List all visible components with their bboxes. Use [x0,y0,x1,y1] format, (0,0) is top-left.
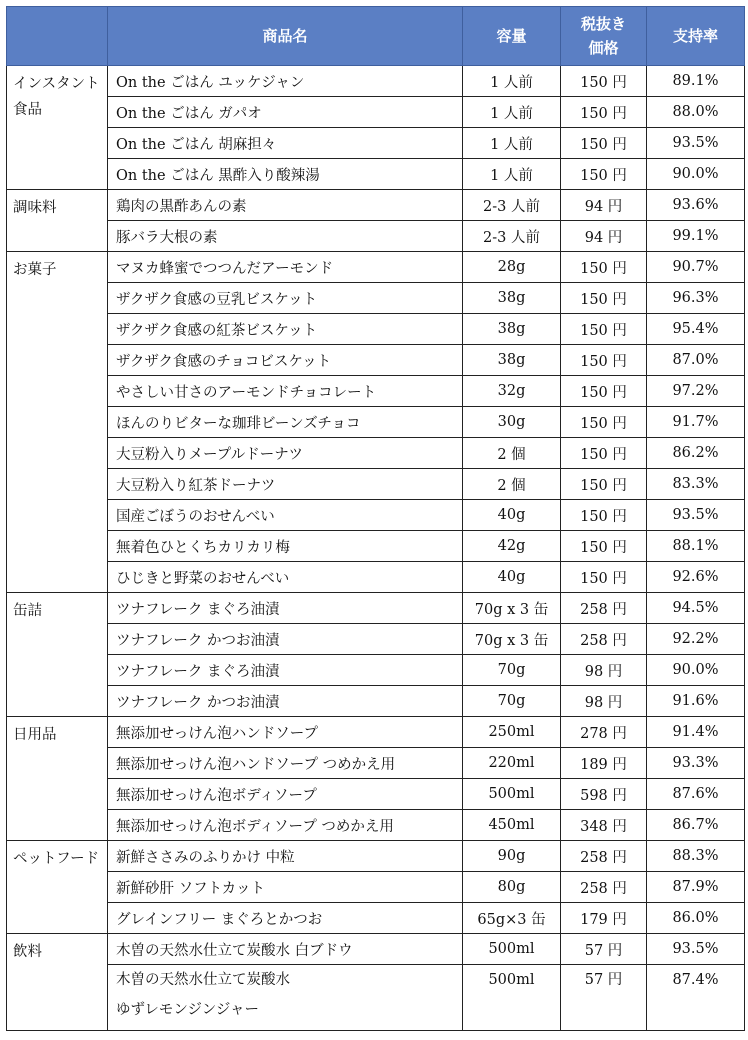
support-rate-cell: 86.0% [647,903,745,934]
table-row [7,531,745,562]
support-rate-cell: 89.1% [647,66,745,97]
support-rate-cell: 86.2% [647,438,745,469]
support-rate-cell: 90.0% [647,655,745,686]
table-row [7,314,745,345]
price-cell: 150 円 [561,407,647,438]
price-cell: 150 円 [561,531,647,562]
volume-cell: 38g [463,283,561,314]
volume-cell: 70g x 3 缶 [463,593,561,624]
price-cell: 278 円 [561,717,647,748]
product-table [6,6,745,1031]
table-row [7,97,745,128]
header-price-line1: 税抜き [580,15,626,33]
support-rate-cell: 93.5% [647,934,745,965]
product-name-line2: ゆずレモンジンジャー [116,1002,260,1018]
table-row [7,66,745,97]
volume-cell: 500ml [463,934,561,965]
product-name-cell: 無添加せっけん泡ハンドソープ つめかえ用 [108,748,463,779]
table-row [7,717,745,748]
product-name-line1: 木曽の天然水仕立て炭酸水 [116,972,290,988]
support-rate-cell: 95.4% [647,314,745,345]
table-row [7,500,745,531]
table-row [7,655,745,686]
volume-cell: 32g [463,376,561,407]
product-name-cell: ほんのりビターな珈琲ビーンズチョコ [108,407,463,438]
product-name-cell: On the ごはん ガパオ [108,97,463,128]
volume-cell: 2 個 [463,438,561,469]
volume-cell: 70g [463,655,561,686]
support-rate-cell: 88.1% [647,531,745,562]
table-row [7,469,745,500]
table-row [7,376,745,407]
support-rate-cell: 97.2% [647,376,745,407]
table-row [7,252,745,283]
table-row [7,283,745,314]
product-name-cell: マヌカ蜂蜜でつつんだアーモンド [108,252,463,283]
support-rate-cell: 93.6% [647,190,745,221]
price-cell: 258 円 [561,872,647,903]
product-name-cell: グレインフリー まぐろとかつお [108,903,463,934]
price-cell: 150 円 [561,159,647,190]
volume-cell: 90g [463,841,561,872]
volume-cell: 38g [463,345,561,376]
table-row [7,872,745,903]
volume-cell: 1 人前 [463,66,561,97]
volume-cell: 28g [463,252,561,283]
support-rate-cell: 94.5% [647,593,745,624]
product-name-cell: 新鮮砂肝 ソフトカット [108,872,463,903]
price-cell: 150 円 [561,97,647,128]
category-cell: 缶詰 [7,593,108,717]
table-row [7,562,745,593]
product-name-cell: ツナフレーク かつお油漬 [108,624,463,655]
volume-cell: 40g [463,562,561,593]
price-cell: 150 円 [561,500,647,531]
table-row [7,965,745,1031]
support-rate-cell: 91.7% [647,407,745,438]
price-cell: 150 円 [561,376,647,407]
support-rate-cell: 99.1% [647,221,745,252]
category-cell: お菓子 [7,252,108,593]
price-cell: 150 円 [561,438,647,469]
price-cell: 179 円 [561,903,647,934]
header-category [7,7,108,66]
product-name-cell: On the ごはん 黒酢入り酸辣湯 [108,159,463,190]
volume-cell: 1 人前 [463,159,561,190]
price-cell: 57 円 [561,965,647,1031]
support-rate-cell: 91.4% [647,717,745,748]
support-rate-cell: 93.3% [647,748,745,779]
table-body [7,66,745,1031]
product-name-cell: 木曽の天然水仕立て炭酸水 白ブドウ [108,934,463,965]
support-rate-cell: 87.6% [647,779,745,810]
product-name-cell: ツナフレーク まぐろ油漬 [108,593,463,624]
table-row [7,779,745,810]
volume-cell: 70g x 3 缶 [463,624,561,655]
support-rate-cell: 96.3% [647,283,745,314]
price-cell: 150 円 [561,469,647,500]
product-name-cell: ザクザク食感のチョコビスケット [108,345,463,376]
table-row [7,159,745,190]
support-rate-cell: 90.0% [647,159,745,190]
product-name-cell: 豚バラ大根の素 [108,221,463,252]
price-cell: 189 円 [561,748,647,779]
table-row [7,593,745,624]
price-cell: 150 円 [561,283,647,314]
price-cell: 150 円 [561,252,647,283]
price-cell: 258 円 [561,593,647,624]
price-cell: 150 円 [561,314,647,345]
product-name-cell: ツナフレーク かつお油漬 [108,686,463,717]
volume-cell: 2-3 人前 [463,190,561,221]
table-row [7,345,745,376]
support-rate-cell: 88.0% [647,97,745,128]
volume-cell: 2 個 [463,469,561,500]
header-price [561,7,647,66]
price-cell: 98 円 [561,686,647,717]
price-cell: 94 円 [561,190,647,221]
support-rate-cell: 86.7% [647,810,745,841]
category-cell: 日用品 [7,717,108,841]
support-rate-cell: 90.7% [647,252,745,283]
product-name-cell: やさしい甘さのアーモンドチョコレート [108,376,463,407]
price-cell: 348 円 [561,810,647,841]
price-cell: 150 円 [561,128,647,159]
product-name-cell: 新鮮ささみのふりかけ 中粒 [108,841,463,872]
volume-cell: 500ml [463,779,561,810]
volume-cell: 38g [463,314,561,345]
product-name-cell: On the ごはん ユッケジャン [108,66,463,97]
price-cell: 150 円 [561,562,647,593]
product-name-cell: 無添加せっけん泡ボディソープ つめかえ用 [108,810,463,841]
category-cell: インスタント食品 [7,66,108,190]
table-header-row [7,7,745,66]
product-name-cell: 無着色ひとくちカリカリ梅 [108,531,463,562]
support-rate-cell: 92.2% [647,624,745,655]
volume-cell: 80g [463,872,561,903]
product-name-cell: 大豆粉入りメープルドーナツ [108,438,463,469]
price-cell: 94 円 [561,221,647,252]
header-product-name: 商品名 [108,7,463,66]
table-row [7,903,745,934]
table-row [7,934,745,965]
product-name-cell: 大豆粉入り紅茶ドーナツ [108,469,463,500]
table-row [7,438,745,469]
volume-cell: 42g [463,531,561,562]
product-name-cell: 無添加せっけん泡ボディソープ [108,779,463,810]
header-price-line2: 価格 [588,39,619,57]
table-row [7,624,745,655]
support-rate-cell: 91.6% [647,686,745,717]
category-cell: 調味料 [7,190,108,252]
support-rate-cell: 93.5% [647,500,745,531]
support-rate-cell: 83.3% [647,469,745,500]
product-name-cell: ひじきと野菜のおせんべい [108,562,463,593]
volume-cell: 2-3 人前 [463,221,561,252]
product-name-cell: ザクザク食感の紅茶ビスケット [108,314,463,345]
category-cell: ペットフード [7,841,108,934]
support-rate-cell: 87.4% [647,965,745,1031]
product-name-cell: 無添加せっけん泡ハンドソープ [108,717,463,748]
support-rate-cell: 87.0% [647,345,745,376]
support-rate-cell: 92.6% [647,562,745,593]
volume-cell: 1 人前 [463,128,561,159]
header-volume: 容量 [463,7,561,66]
volume-cell: 250ml [463,717,561,748]
product-name-cell: 国産ごぼうのおせんべい [108,500,463,531]
support-rate-cell: 88.3% [647,841,745,872]
category-cell: 飲料 [7,934,108,1031]
price-cell: 598 円 [561,779,647,810]
volume-cell: 1 人前 [463,97,561,128]
table-row [7,810,745,841]
support-rate-cell: 93.5% [647,128,745,159]
price-cell: 258 円 [561,624,647,655]
table-row [7,128,745,159]
table-row [7,841,745,872]
price-cell: 150 円 [561,345,647,376]
product-name-cell: ザクザク食感の豆乳ビスケット [108,283,463,314]
table-row [7,748,745,779]
product-name-cell: 鶏肉の黒酢あんの素 [108,190,463,221]
price-cell: 57 円 [561,934,647,965]
volume-cell: 40g [463,500,561,531]
price-cell: 98 円 [561,655,647,686]
table-row [7,407,745,438]
price-cell: 258 円 [561,841,647,872]
volume-cell: 70g [463,686,561,717]
header-support-rate: 支持率 [647,7,745,66]
table-row [7,221,745,252]
volume-cell: 65g×3 缶 [463,903,561,934]
support-rate-cell: 87.9% [647,872,745,903]
product-name-cell: ツナフレーク まぐろ油漬 [108,655,463,686]
volume-cell: 220ml [463,748,561,779]
price-cell: 150 円 [561,66,647,97]
table-row [7,686,745,717]
volume-cell: 500ml [463,965,561,1031]
product-table-container [6,6,745,1031]
volume-cell: 30g [463,407,561,438]
product-name-cell: On the ごはん 胡麻担々 [108,128,463,159]
product-name-cell [108,965,463,1031]
table-row [7,190,745,221]
volume-cell: 450ml [463,810,561,841]
